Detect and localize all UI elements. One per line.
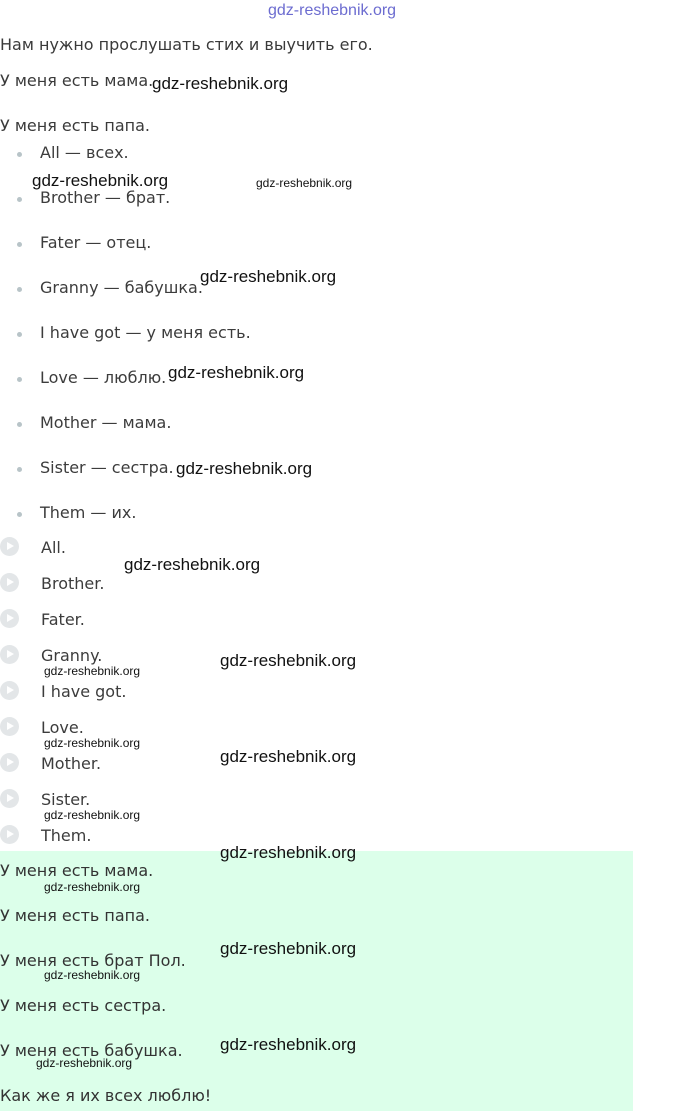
watermark: gdz-reshebnik.org xyxy=(124,555,261,574)
watermark: gdz-reshebnik.org xyxy=(152,74,289,93)
watermark: gdz-reshebnik.org xyxy=(220,939,357,958)
intro-text: Нам нужно прослушать стих и выучить его. xyxy=(0,35,373,54)
audio-word: Love. xyxy=(41,718,84,737)
bullet-dot xyxy=(17,377,22,382)
watermark: gdz-reshebnik.org xyxy=(36,1056,133,1070)
bullet-dot xyxy=(17,287,22,292)
watermark: gdz-reshebnik.org xyxy=(176,459,313,478)
bullet-dot xyxy=(17,197,22,202)
vocab-item: Them — их. xyxy=(40,503,137,522)
watermark: gdz-reshebnik.org xyxy=(168,363,305,382)
watermark: gdz-reshebnik.org xyxy=(220,747,357,766)
bullet-dot xyxy=(17,332,22,337)
watermark: gdz-reshebnik.org xyxy=(44,736,141,750)
audio-word: Them. xyxy=(41,826,92,845)
translation-line: Как же я их всех люблю! xyxy=(0,1086,212,1105)
watermark: gdz-reshebnik.org xyxy=(44,968,141,982)
audio-word: Sister. xyxy=(41,790,91,809)
bullet-dot xyxy=(17,422,22,427)
watermark: gdz-reshebnik.org xyxy=(220,651,357,670)
watermark: gdz-reshebnik.org xyxy=(220,1035,357,1054)
play-circle-icon[interactable] xyxy=(0,609,19,628)
watermark-header: gdz-reshebnik.org xyxy=(268,2,397,19)
translation-line: У меня есть бабушка. xyxy=(0,1041,183,1060)
vocab-item: Sister — сестра. xyxy=(40,458,174,477)
play-circle-icon[interactable] xyxy=(0,825,19,844)
bullet-dot xyxy=(17,467,22,472)
audio-word: Mother. xyxy=(41,754,102,773)
watermark: gdz-reshebnik.org xyxy=(32,171,169,190)
translation-line: У меня есть папа. xyxy=(0,906,151,925)
watermark: gdz-reshebnik.org xyxy=(220,843,357,862)
play-circle-icon[interactable] xyxy=(0,681,19,700)
bullet-dot xyxy=(17,512,22,517)
play-circle-icon[interactable] xyxy=(0,789,19,808)
vocab-item: I have got — у меня есть. xyxy=(40,323,251,342)
poem-line-1: У меня есть мама. xyxy=(0,71,154,90)
play-circle-icon[interactable] xyxy=(0,537,19,556)
play-circle-icon[interactable] xyxy=(0,717,19,736)
play-circle-icon[interactable] xyxy=(0,645,19,664)
vocab-item: Love — люблю. xyxy=(40,368,167,387)
translation-line: У меня есть брат Пол. xyxy=(0,951,186,970)
translation-line: У меня есть сестра. xyxy=(0,996,167,1015)
vocab-item: Granny — бабушка. xyxy=(40,278,203,297)
translation-line: У меня есть мама. xyxy=(0,861,154,880)
audio-word: All. xyxy=(41,538,66,557)
watermark: gdz-reshebnik.org xyxy=(44,664,141,678)
play-circle-icon[interactable] xyxy=(0,753,19,772)
vocab-item: Mother — мама. xyxy=(40,413,172,432)
watermark: gdz-reshebnik.org xyxy=(200,267,337,286)
audio-word: Fater. xyxy=(41,610,85,629)
watermark: gdz-reshebnik.org xyxy=(44,880,141,894)
vocab-item: Brother — брат. xyxy=(40,188,171,207)
audio-word: I have got. xyxy=(41,682,127,701)
watermark: gdz-reshebnik.org xyxy=(256,176,353,190)
bullet-dot xyxy=(17,152,22,157)
play-circle-icon[interactable] xyxy=(0,573,19,592)
vocab-item: All — всех. xyxy=(40,143,129,162)
poem-line-2: У меня есть папа. xyxy=(0,116,151,135)
watermark: gdz-reshebnik.org xyxy=(44,808,141,822)
audio-word: Brother. xyxy=(41,574,105,593)
bullet-dot xyxy=(17,242,22,247)
audio-word: Granny. xyxy=(41,646,103,665)
vocab-item: Fater — отец. xyxy=(40,233,152,252)
